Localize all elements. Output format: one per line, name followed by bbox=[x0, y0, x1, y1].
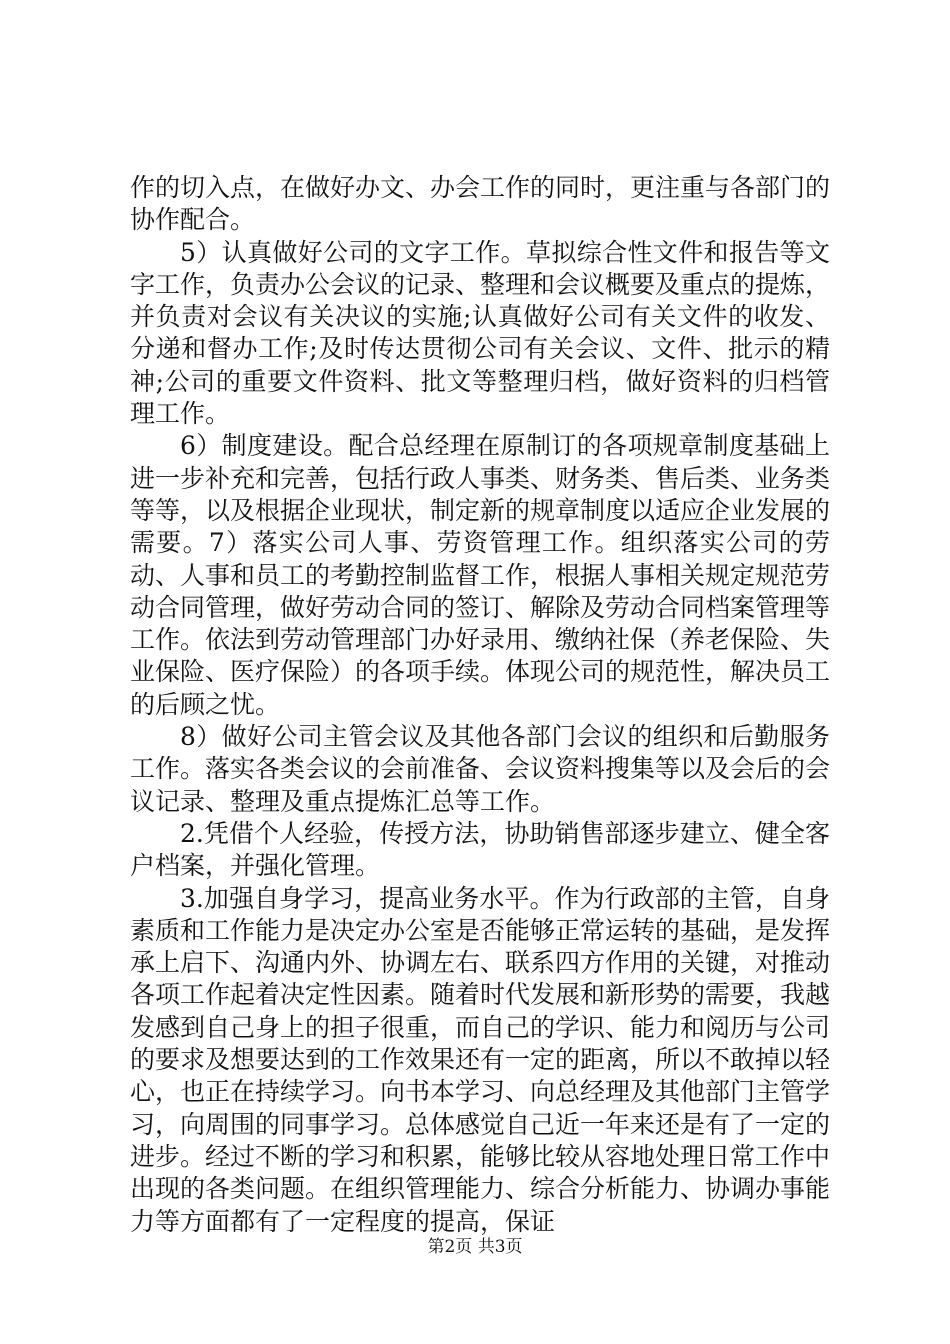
document-body bbox=[130, 172, 830, 1238]
paragraph-5: 2.凭借个人经验，传授方法，协助销售部逐步建立、健全客户档案，并强化管理。 bbox=[130, 818, 830, 881]
paragraph-3: 6）制度建设。配合总经理在原制订的各项规章制度基础上进一步补充和完善，包括行政人事类、财务类、售后类、业务类等等，以及根据企业现状，制定新的规章制度以适应企业发展的需要。7）落实公司人事、劳资管理工作。组织落实公司的劳动、人事和员工的考勤控制监督工作，根据人事相关规定规范劳动合同管理，做好劳动合同的签订、解除及劳动合同档案管理等工作。依法到劳动管理部门办好录用、缴纳社保（养老保险、失业保险、医疗保险）的各项手续。体现公司的规范性，解决员工的后顾之忧。 bbox=[130, 431, 831, 719]
paragraph-2: 5）认真做好公司的文字工作。草拟综合性文件和报告等文字工作，负责办公会议的记录、整理和会议概要及重点的提炼，并负责对会议有关决议的实施;认真做好公司有关文件的收发、分递和督办工作;及时传达贯彻公司有关会议、文件、批示的精神;公司的重要文件资料、批文等整理归档，做好资料的归档管理工作。 bbox=[130, 237, 831, 429]
paragraph-4: 8）做好公司主管会议及其他各部门会议的组织和后勤服务工作。落实各类会议的会前准备、会议资料搜集等以及会后的会议记录、整理及重点提炼汇总等工作。 bbox=[130, 722, 831, 816]
page-number-footer: 第2页 共3页 bbox=[427, 1237, 523, 1257]
paragraph-1: 作的切入点，在做好办文、办会工作的同时，更注重与各部门的协作配合。 bbox=[130, 173, 831, 235]
paragraph-6: 3.加强自身学习，提高业务水平。作为行政部的主管，自身素质和工作能力是决定办公室是否能够正常运转的基础，是发挥承上启下、沟通内外、协调左右、联系四方作用的关键，对推动各项工作起着决定性因素。随着时代发展和新形势的需要，我越发感到自己身上的担子很重，而自己的学识、能力和阅历与公司的要求及想要达到的工作效果还有一定的距离，所以不敢掉以轻心，也正在持续学习。向书本学习、向总经理及其他部门主管学习，向周围的同事学习。总体感觉自己近一年来还是有了一定的进步。经过不断的学习和积累，能够比较从容地处理日常工作中出现的各类问题。在组织管理能力、综合分析能力、协调办事能力等方面都有了一定程度的提高，保证 bbox=[130, 883, 831, 1236]
